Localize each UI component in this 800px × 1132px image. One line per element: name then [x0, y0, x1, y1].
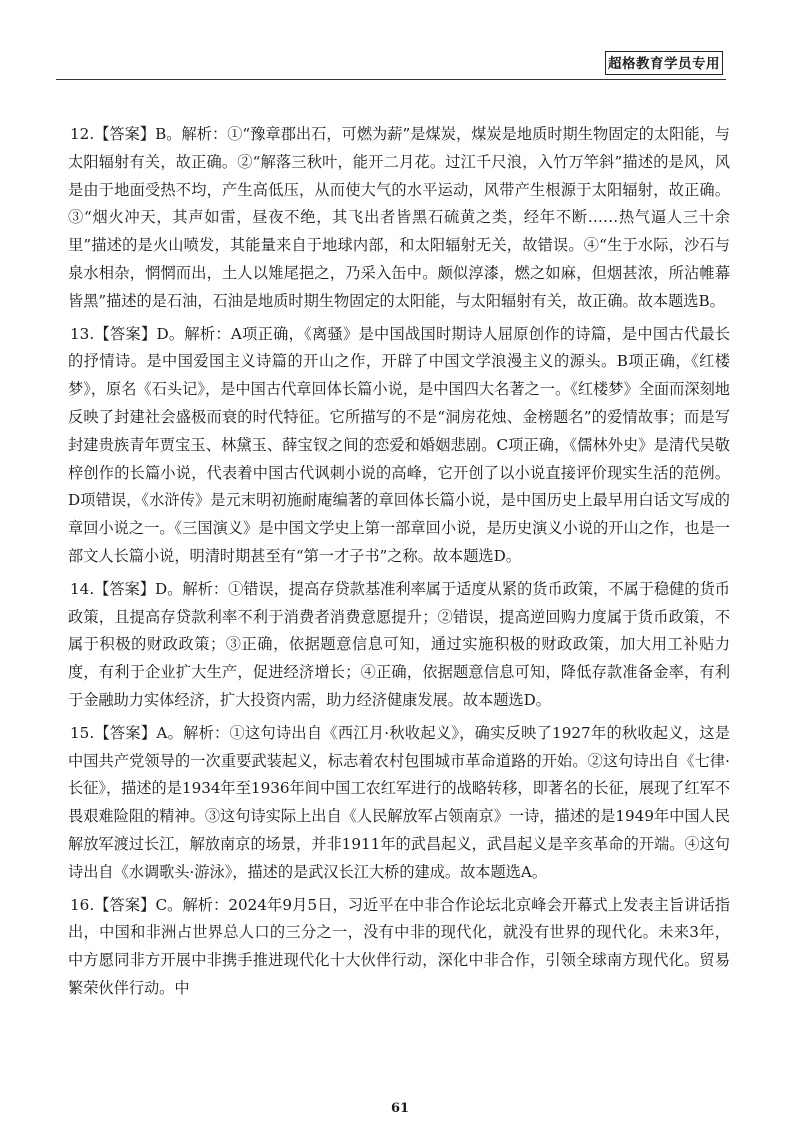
- answer-item-14: [68, 576, 730, 715]
- answer-body: B。解析：①“豫章郡出石，可燃为薪”是煤炭，煤炭是地质时期生物固定的太阳能，与太阳辐射有关，故正确。②“解落三秋叶，能开二月花。过江千尺浪，入竹万竿斜”描述的是风，风是由于地面受热不均，产生高低压，从而使大气的水平运动，风带产生根源于太阳辐射，故正确。③“烟火冲天，其声如雷，昼夜不绝，其飞出者皆黑石硫黄之类，经年不断……热气逼人三十余里”描述的是火山喷发，其能量来自于地球内部，和太阳辐射无关，故错误。④“生于水际，沙石与泉水相杂，惘惘而出，土人以雉尾挹之，乃采入缶中。颇似淳漆，燃之如麻，但烟甚浓，所沾帷幕皆黑”描述的是石油，石油是地质时期生物固定的太阳能，与太阳辐射有关，故正确。故本题选B。: [68, 125, 730, 310]
- answer-label: 【答案】: [94, 125, 156, 143]
- answer-number: 13.: [70, 324, 95, 343]
- answer-number: 14.: [70, 579, 95, 598]
- answer-item-13: [68, 321, 730, 571]
- answer-body: D。解析：①错误，提高存贷款基准利率属于适度从紧的货币政策，不属于稳健的货币政策，且提高存贷款利率不利于消费者消费意愿提升；②错误，提高逆回购力度属于货币政策，不属于积极的财政政策；③正确，依据题意信息可知，通过实施积极的财政政策，加大用工补贴力度，有利于企业扩大生产，促进经济增长；④正确，依据题意信息可知，降低存款准备金率，有利于金融助力实体经济，扩大投资内需，助力经济健康发展。故本题选D。: [68, 579, 730, 709]
- answer-item-12: [68, 121, 730, 316]
- answer-body: A。解析：①这句诗出自《西江月·秋收起义》，确实反映了1927年的秋收起义，这是中国共产党领导的一次重要武装起义，标志着农村包围城市革命道路的开始。②这句诗出自《七律·长征》，描述的是1934年至1936年间中国工农红军进行的战略转移，即著名的长征，展现了红军不畏艰难险阻的精神。③这句诗实际上出自《人民解放军占领南京》一诗，描述的是1949年中国人民解放军渡过长江，解放南京的场景，并非1911年的武昌起义，武昌起义是辛亥革命的开端。④这句诗出自《水调歌头·游泳》，描述的是武汉长江大桥的建成。故本题选A。: [68, 723, 731, 881]
- answer-list: [68, 121, 730, 1008]
- answer-number: 12.: [70, 125, 95, 143]
- answer-label: 【答案】: [94, 723, 157, 742]
- header-badge: 超格教育学员专用: [605, 51, 723, 75]
- answer-body: D。解析：A项正确，《离骚》是中国战国时期诗人屈原创作的诗篇，是中国古代最长的抒情诗。是中国爱国主义诗篇的开山之作，开辟了中国文学浪漫主义的源头。B项正确，《红楼梦》，原名《石头记》，是中国古代章回体长篇小说，是中国四大名著之一。《红楼梦》全面而深刻地反映了封建社会盛极而衰的时代特征。它所描写的不是“洞房花烛、金榜题名”的爱情故事；而是写封建贵族青年贾宝玉、林黛玉、薛宝钗之间的恋爱和婚姻悲剧。C项正确，《儒林外史》是清代吴敬梓创作的长篇小说，代表着中国古代讽刺小说的高峰，它开创了以小说直接评价现实生活的范例。D项错误，《水浒传》是元末明初施耐庵编著的章回体长篇小说，是中国历史上最早用白话文写成的章回小说之一。《三国演义》是中国文学史上第一部章回小说，是历史演义小说的开山之作，也是一部文人长篇小说，明清时期甚至有“第一才子书”之称。故本题选D。: [68, 324, 731, 565]
- answer-body: C。解析：2024年9月5日，习近平在中非合作论坛北京峰会开幕式上发表主旨讲话指出，中国和非洲占世界总人口的三分之一，没有中非的现代化，就没有世界的现代化。未来3年，中方愿同非方开展中非携手推进现代化十大伙伴行动，深化中非合作，引领全球南方现代化。贸易繁荣伙伴行动。中: [68, 895, 730, 997]
- answer-label: 【答案】: [94, 895, 156, 914]
- answer-label: 【答案】: [94, 579, 156, 598]
- answer-number: 15.: [70, 723, 95, 742]
- answer-number: 16.: [70, 895, 95, 914]
- page-number: 61: [390, 1101, 410, 1116]
- header-divider: [56, 79, 726, 80]
- answer-label: 【答案】: [94, 324, 157, 343]
- answer-item-15: [68, 720, 730, 887]
- answer-item-16: [68, 892, 730, 1003]
